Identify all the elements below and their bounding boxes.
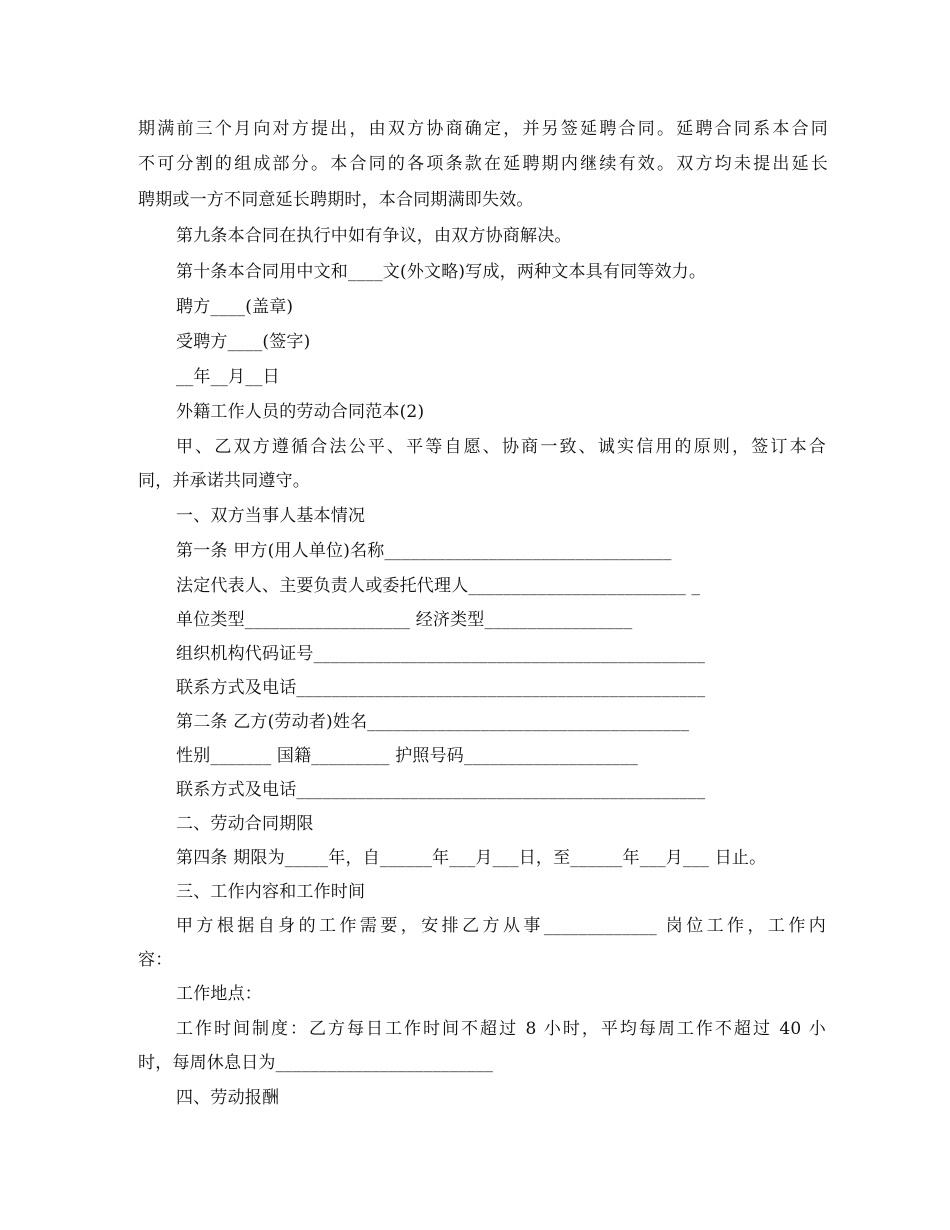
field-employee-name: 第二条 乙方(劳动者)姓名_____________________________________ bbox=[176, 712, 690, 732]
text-line: 甲方根据自身的工作需要，安排乙方从事_____________ 岗位工作，工作内 bbox=[176, 916, 826, 936]
field-employer-name: 第一条 甲方(用人单位)名称_________________________________ bbox=[176, 541, 672, 561]
text-line: 聘期或一方不同意延长聘期时，本合同期满即失效。 bbox=[138, 190, 534, 210]
employer-seal-line: 聘方____(盖章) bbox=[176, 297, 294, 317]
field-legal-representative: 法定代表人、主要负责人或委托代理人_________________________ _ bbox=[176, 576, 701, 596]
field-org-code: 组织机构代码证号_____________________________________________ bbox=[176, 644, 706, 664]
text-line: 不可分割的组成部分。本合同的各项条款在延聘期内继续有效。双方均未提出延长 bbox=[138, 154, 828, 174]
field-gender-nationality-passport: 性别_______ 国籍_________ 护照号码____________________ bbox=[176, 746, 639, 766]
field-employee-contact: 联系方式及电话_______________________________________________ bbox=[176, 780, 706, 800]
text-line: 时，每周休息日为_________________________ bbox=[138, 1053, 494, 1073]
text-line: 期满前三个月向对方提出，由双方协商确定，并另签延聘合同。延聘合同系本合同 bbox=[138, 119, 828, 139]
heading-work-content: 三、工作内容和工作时间 bbox=[176, 882, 366, 902]
heading-contract-term: 二、劳动合同期限 bbox=[176, 814, 314, 834]
field-work-location: 工作地点： bbox=[176, 984, 262, 1004]
article-nine: 第九条本合同在执行中如有争议，由双方协商解决。 bbox=[176, 226, 572, 246]
article-ten: 第十条本合同用中文和____文(外文略)写成，两种文本具有同等效力。 bbox=[176, 262, 707, 282]
text-line: 容： bbox=[138, 950, 173, 970]
field-employer-contact: 联系方式及电话_______________________________________________ bbox=[176, 678, 706, 698]
field-unit-type: 单位类型___________________ 经济类型_________________ bbox=[176, 610, 633, 630]
heading-remuneration: 四、劳动报酬 bbox=[176, 1088, 280, 1108]
employee-signature-line: 受聘方____(签字) bbox=[176, 332, 311, 352]
date-line: __年__月__日 bbox=[176, 367, 280, 387]
text-line: 甲、乙双方遵循合法公平、平等自愿、协商一致、诚实信用的原则，签订本合 bbox=[176, 437, 826, 457]
text-line: 工作时间制度：乙方每日工作时间不超过 8 小时，平均每周工作不超过 40 小 bbox=[176, 1019, 826, 1039]
text-line: 同，并承诺共同遵守。 bbox=[138, 471, 310, 491]
heading-parties: 一、双方当事人基本情况 bbox=[176, 506, 366, 526]
section-title: 外籍工作人员的劳动合同范本(2) bbox=[176, 402, 425, 422]
field-contract-period: 第四条 期限为_____年，自______年___月___日，至______年___月___ 日止。 bbox=[176, 848, 767, 868]
